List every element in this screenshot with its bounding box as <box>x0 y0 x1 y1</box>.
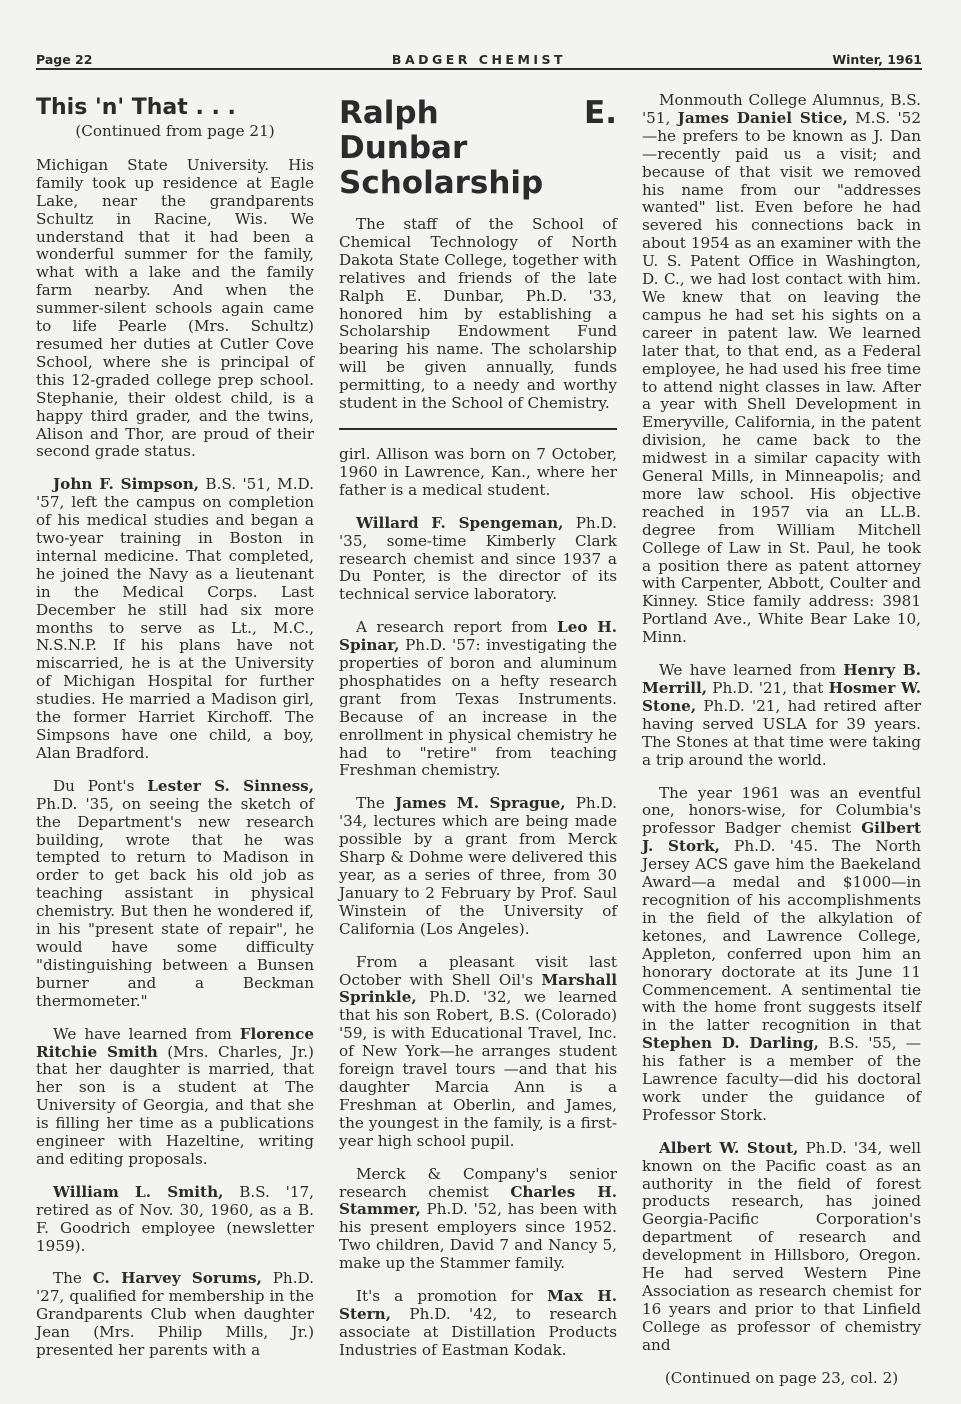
person-name: Max H. Stern, <box>339 1287 617 1323</box>
paragraph <box>36 1270 314 1360</box>
person-name: James M. Sprague, <box>395 794 566 813</box>
page-number: Page 22 <box>36 52 93 67</box>
paragraph <box>642 785 921 1125</box>
paragraph-text: Ph.D. '21, that <box>707 679 829 697</box>
paragraph-text: (Mrs. Charles, Jr.) that her daughter is married, that her son is a student at The University of Georgia, and that she is filling her time as a publications engineer with Hazeltine, writing and editing proposals. <box>36 1042 314 1168</box>
journal-title: BADGER CHEMIST <box>391 52 567 67</box>
paragraph: girl. Allison was born on 7 October, 1960 in Lawrence, Kan., where her father is a medical student. <box>339 444 617 499</box>
continued-from-note: (Continued from page 21) <box>75 122 275 140</box>
person-name: John F. Simpson, <box>53 475 200 494</box>
person-name: William L. Smith, <box>53 1182 224 1201</box>
paragraph <box>339 1288 617 1360</box>
person-name: James Daniel Stice, <box>677 108 848 127</box>
person-name: Stephen D. Darling, <box>642 1034 819 1053</box>
paragraph <box>339 795 617 938</box>
continued-on-note: (Continued on page 23, col. 2) <box>664 1368 899 1387</box>
paragraph <box>36 1184 314 1256</box>
paragraph-text: From a pleasant visit last October with Shell Oil's <box>339 952 617 989</box>
person-name: Marshall Sprinkle, <box>339 970 617 1007</box>
person-name: Albert W. Stout, <box>659 1138 799 1157</box>
paragraph-text: Ph.D. '34, lectures which are being made possible by a grant from Merck Sharp & Dohme were delivered this year, as a series of three, from 30 January to 2 February by Prof. Saul Winstein of the University of California (Los Angeles). <box>339 794 618 938</box>
paragraph-text: We have learned from <box>53 1024 240 1043</box>
paragraph <box>36 1026 314 1169</box>
paragraph <box>642 662 921 769</box>
paragraph: Michigan State University. His family took up residence at Eagle Lake, near the grandparents Schultz in Racine, Wis. We understand that it had been a wonderful summer for the family, what with a lake and the family farm nearby. And when the summer-silent schools again came to life Pearle (Mrs. Schultz) resumed her duties at Cutler Cove School, where she is principal of this 12-graded college prep school. Stephanie, their oldest child, is a happy third grader, and the twins, Alison and Thor, are proud of their second grade status. <box>36 155 314 461</box>
article-title: Ralph E. Dunbar Scholarship <box>339 95 617 201</box>
person-name: Lester S. Sinness, <box>147 776 315 795</box>
person-name: Hosmer W. Stone, <box>642 679 921 715</box>
person-name: Henry B. Merrill, <box>642 661 922 697</box>
person-name: Gilbert J. Stork, <box>642 819 921 856</box>
paragraph <box>339 1166 617 1273</box>
paragraph-text: Ph.D. '57: investigating the properties of boron and aluminum phosphatides on a hefty research grant from Texas Instruments. Because of an increase in the enrollment in physical chemistry he had to "retire" from teaching Freshman chemistry. <box>339 636 617 780</box>
paragraph <box>339 954 617 1151</box>
paragraph-text: B.S. '17, retired as of Nov. 30, 1960, as a B. F. Goodrich employee (newsletter 1959). <box>36 1182 314 1255</box>
paragraph <box>339 515 617 605</box>
paragraph <box>642 1140 921 1355</box>
paragraph-text: B.S. '51, M.D. '57, left the campus on completion of his medical studies and began a two-year training in Boston in internal medicine. That completed, he joined the Navy as a lieutenant in the Medical Corps. Last December he still had six more months to serve as Lt., M.C., N.S.N.P. If his plans have not miscarried, he is at the University of Michigan Hospital for further studies. He married a Madison girl, the former Harriet Kirchoff. The Simpsons have one child, a boy, Alan Bradford. <box>36 475 314 762</box>
section-divider <box>339 428 617 430</box>
column-3 <box>642 92 921 1404</box>
paragraph <box>36 476 314 763</box>
column-heading: This 'n' That . . . <box>36 95 236 120</box>
paragraph-text: Ph.D. '42, to research associate at Distillation Products Industries of Eastman Kodak. <box>339 1304 617 1359</box>
paragraph-text: Ph.D. '52, has been with his present employers since 1952. Two children, David 7 and Nancy 5, make up the Stammer family. <box>339 1200 617 1273</box>
paragraph-text: Ph.D. '45. The North Jersey ACS gave him the Baekeland Award—a medal and $1000—in recognition of his accomplishments in the field of the alkylation of ketones, and Lawrence College, Appleton, conferred upon him an honorary doctorate at its June 11 Commencement. A sentimental tie with the home front suggests itself in the latter recognition in that <box>642 837 921 1035</box>
person-name: Leo H. Spinar, <box>339 618 617 655</box>
header-rule <box>36 68 922 70</box>
paragraph-text: Ph.D. '21, had retired after having served USLA for 39 years. The Stones at that time were taking a trip around the world. <box>642 696 921 769</box>
paragraph-text: Monmouth College Alumnus, B.S. '51, <box>642 91 921 127</box>
paragraph-text: Ph.D. '35, on seeing the sketch of the Department's new research building, wrote that he was tempted to return to Madison in order to get back his old job as teaching assistant in physical chemistry. But then he wondered if, in his "present state of repair", he would have some difficulty "distinguishing between a Bunsen burner and a Beckman thermometer." <box>36 794 314 1010</box>
paragraph: The staff of the School of Chemical Technology of North Dakota State College, together with relatives and friends of the late Ralph E. Dunbar, Ph.D. '33, honored him by establishing a Scholarship Endowment Fund bearing his name. The scholarship will be given annually, funds permitting, to a needy and worthy student in the School of Chemistry. <box>339 215 617 413</box>
paragraph-text: M.S. '52—he prefers to be known as J. Dan —recently paid us a visit; and because of that visit we removed his name from our "addresses wanted" list. Even before he had severed his connections back in about 1954 as an examiner with the U. S. Patent Office in Washington, D. C., we had lost contact with him. We knew that on leaving the campus he had set his sights on a career in patent law. We learned later that, to that end, as a Federal employee, he had used his free time to attend night classes in law. After a year with Shell Development in Emeryville, California, in the patent division, he came back to the midwest in a similar capacity with General Mills, in Minneapolis; and more law school. His objective reached in 1957 via an LL.B. degree from William Mitchell College of Law in St. Paul, he took a position there as patent attorney with Carpenter, Abbott, Coulter and Kinney. Stice family address: 3981 Portland Ave., White Bear Lake 10, Minn. <box>642 108 922 647</box>
paragraph-text: Merck & Company's senior research chemist <box>339 1164 617 1201</box>
paragraph-text: Ph.D. '27, qualified for membership in the Grandparents Club when daughter Jean (Mrs. Philip Mills, Jr.) presented her parents with a <box>36 1269 314 1360</box>
column-2 <box>339 96 617 1375</box>
paragraph-text: Ph.D. '32, we learned that his son Robert, B.S. (Colorado) '59, is with Educational Travel, Inc. of New York—he arranges student foreign travel tours —and that his daughter Marcia Ann is a Freshman at Oberlin, and James, the youngest in the family, is a first-year high school pupil. <box>339 988 617 1150</box>
person-name: Charles H. Stammer, <box>339 1182 617 1219</box>
column-1 <box>36 96 314 1375</box>
person-name: Willard F. Spengeman, <box>356 513 564 532</box>
person-name: Florence Ritchie Smith <box>36 1024 314 1061</box>
person-name: C. Harvey Sorums, <box>92 1269 262 1288</box>
paragraph-text: Ph.D. '35, some-time Kimberly Clark research chemist and since 1937 a Du Ponter, is the director of its technical service laboratory. <box>339 513 617 604</box>
paragraph-text: Ph.D. '34, well known on the Pacific coast as an authority in the field of forest products research, has joined Georgia-Pacific Corporation's department of research and development in Hillsboro, Oregon. He had served Western Pine Association as research chemist for 16 years and prior to that Linfield College as professor of chemistry and <box>642 1138 921 1354</box>
paragraph <box>642 92 921 647</box>
paragraph-text: It's a promotion for <box>356 1287 548 1306</box>
paragraph-text: A research report from <box>356 618 558 637</box>
issue-date: Winter, 1961 <box>832 52 922 67</box>
paragraph-text: We have learned from <box>659 661 844 680</box>
paragraph-text: Du Pont's <box>53 776 148 795</box>
paragraph <box>36 778 314 1011</box>
paragraph-text: The <box>53 1269 93 1288</box>
paragraph-text: The <box>356 794 396 813</box>
paragraph <box>339 619 617 780</box>
paragraph-text: The year 1961 was an eventful one, honors-wise, for Columbia's professor Badger chemist <box>642 783 921 838</box>
paragraph-text: B.S. '55, —his father is a member of the Lawrence faculty—did his doctoral work under the guidance of Professor Stork. <box>642 1034 921 1124</box>
